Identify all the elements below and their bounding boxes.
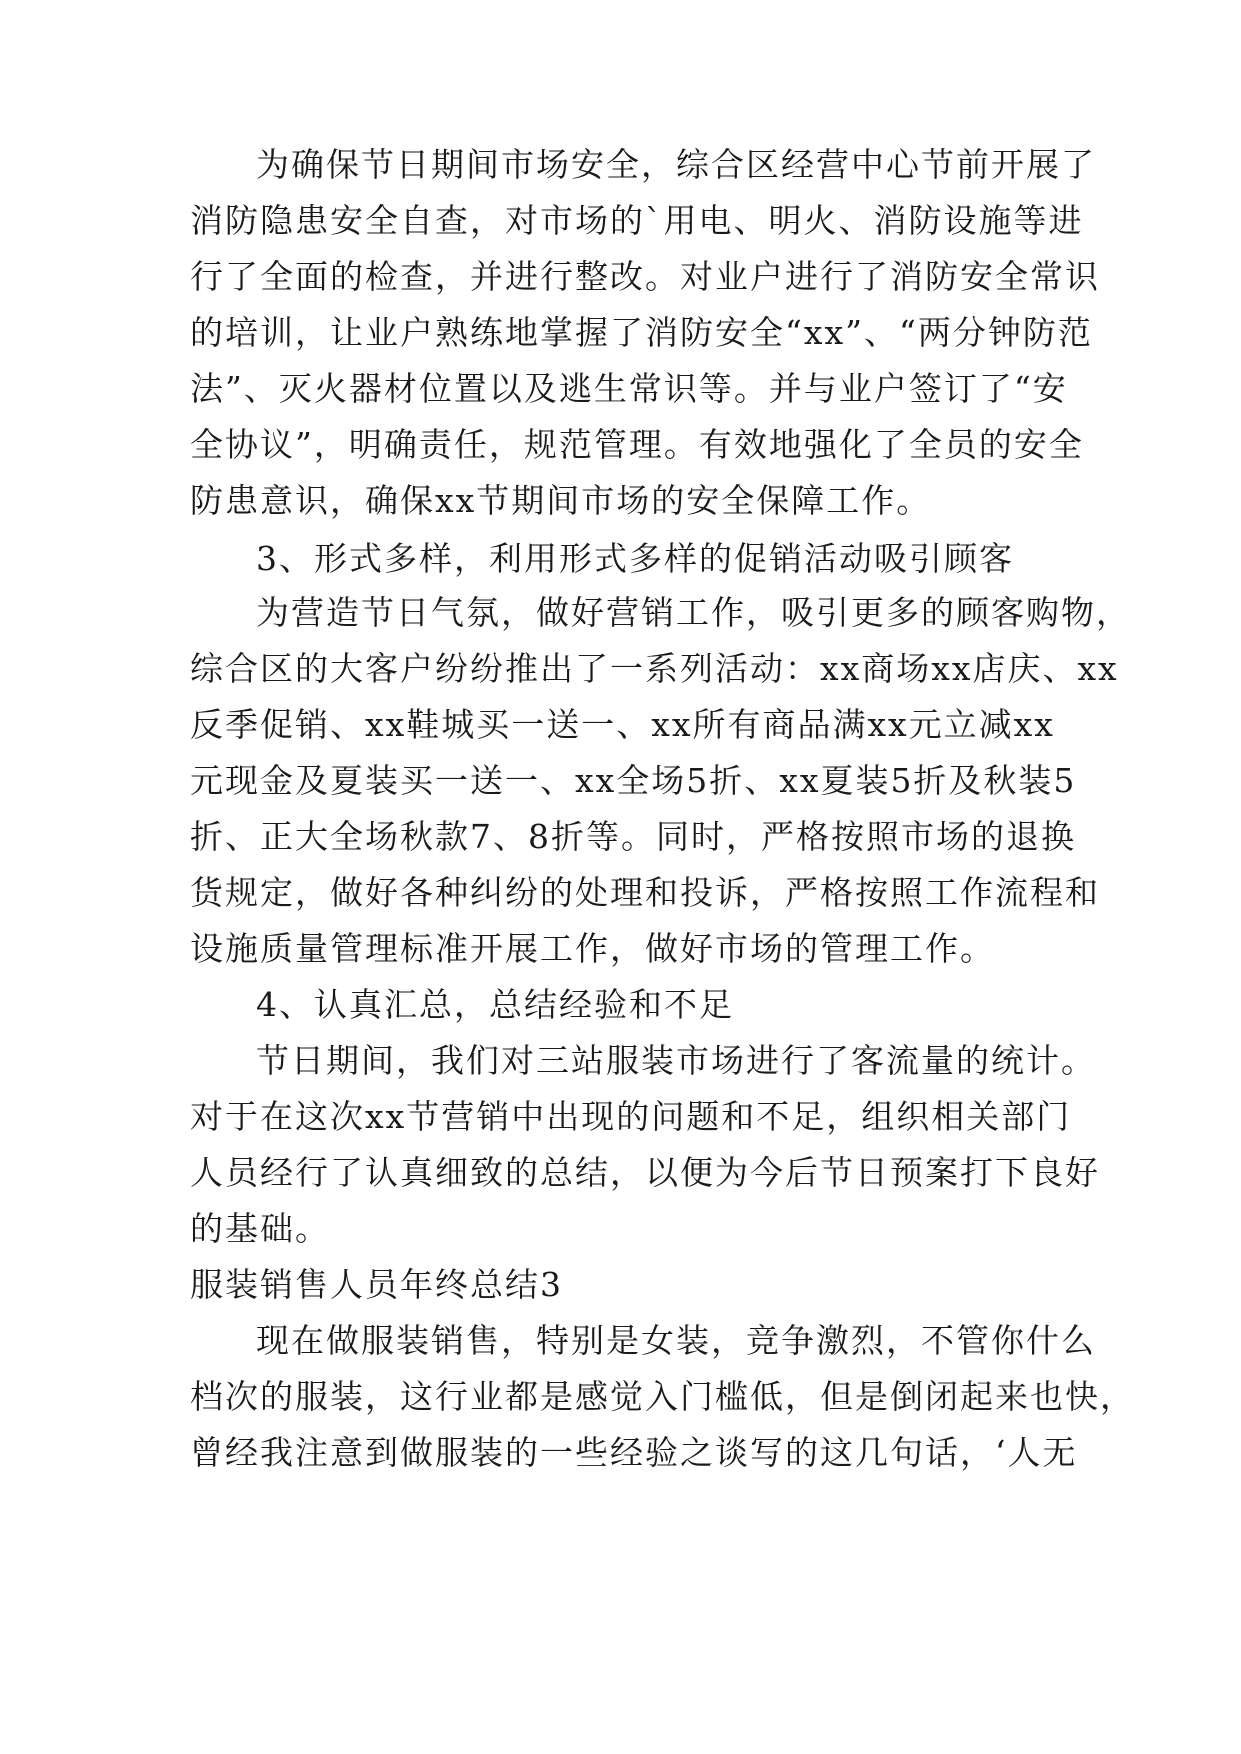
paragraph-line: 反季促销、xx鞋城买一送一、xx所有商品满xx元立减xx xyxy=(190,705,1055,744)
paragraph-line: 综合区的大客户纷纷推出了一系列活动：xx商场xx店庆、xx xyxy=(190,649,1119,688)
paragraph-line: 的基础。 xyxy=(190,1209,330,1248)
paragraph-line: 设施质量管理标准开展工作，做好市场的管理工作。 xyxy=(190,929,995,968)
paragraph-line: 全协议”，明确责任，规范管理。有效地强化了全员的安全 xyxy=(190,425,1084,464)
paragraph-line: 行了全面的检查，并进行整改。对业户进行了消防安全常识 xyxy=(190,257,1100,296)
document-title: 服装销售人员年终总结3 xyxy=(190,1265,563,1304)
paragraph-line: 曾经我注意到做服装的一些经验之谈写的这几句话，‘人无 xyxy=(190,1433,1078,1472)
paragraph-line: 节日期间，我们对三站服装市场进行了客流量的统计。 xyxy=(256,1041,1096,1080)
paragraph-line: 为营造节日气氛，做好营销工作，吸引更多的顾客购物， xyxy=(256,593,1131,632)
paragraph-line: 人员经行了认真细致的总结，以便为今后节日预案打下良好 xyxy=(190,1153,1100,1192)
paragraph-line: 档次的服装，这行业都是感觉入门槛低，但是倒闭起来也快， xyxy=(190,1377,1135,1416)
paragraph-line: 防患意识，确保xx节期间市场的安全保障工作。 xyxy=(190,481,932,520)
paragraph-line: 消防隐患安全自查，对市场的`用电、明火、消防设施等进 xyxy=(190,201,1084,240)
paragraph-line: 现在做服装销售，特别是女装，竞争激烈，不管你什么 xyxy=(256,1321,1096,1360)
paragraph-line: 货规定，做好各种纠纷的处理和投诉，严格按照工作流程和 xyxy=(190,873,1100,912)
paragraph-line: 为确保节日期间市场安全，综合区经营中心节前开展了 xyxy=(256,145,1096,184)
paragraph-line: 法”、灭火器材位置以及逃生常识等。并与业户签订了“安 xyxy=(190,369,1068,408)
paragraph-line: 对于在这次xx节营销中出现的问题和不足，组织相关部门 xyxy=(190,1097,1072,1136)
paragraph-line: 折、正大全场秋款7、8折等。同时，严格按照市场的退换 xyxy=(190,817,1076,856)
section-heading: 4、认真汇总，总结经验和不足 xyxy=(256,985,734,1024)
section-heading: 3、形式多样，利用形式多样的促销活动吸引顾客 xyxy=(256,539,1014,578)
paragraph-line: 元现金及夏装买一送一、xx全场5折、xx夏装5折及秋装5 xyxy=(190,761,1077,800)
paragraph-line: 的培训，让业户熟练地掌握了消防安全“xx”、“两分钟防范 xyxy=(190,313,1093,352)
